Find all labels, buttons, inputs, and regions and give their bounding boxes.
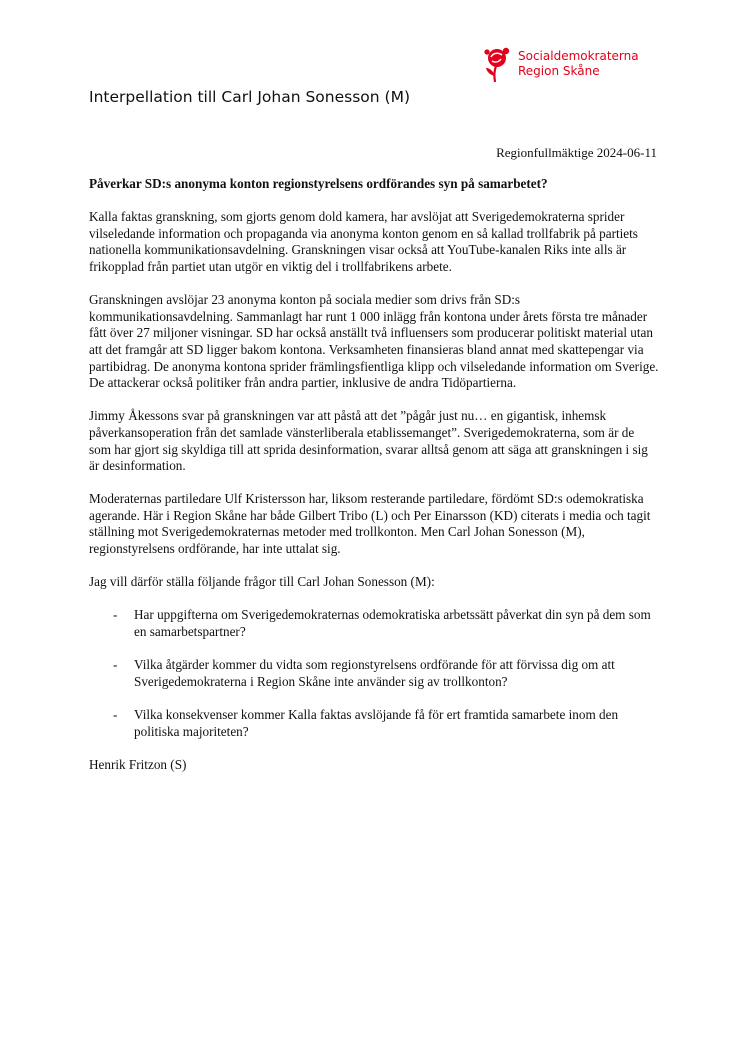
question-text: Har uppgifterna om Sverigedemokraternas odemokratiska arbetssätt påverkat din syn på dem som en samarbetspartner? — [134, 607, 651, 640]
document-body — [89, 176, 659, 790]
question-text: Vilka åtgärder kommer du vidta som regionstyrelsens ordförande för att förvissa dig om att Sverigedemokraterna i Region Skåne inte använder sig av trollkonton? — [134, 657, 615, 689]
signature: Henrik Fritzon (S) — [89, 756, 187, 772]
meeting-date: Regionfullmäktige 2024-06-11 — [496, 145, 657, 160]
question-heading: Påverkar SD:s anonyma konton regionstyrelsens ordförandes syn på samarbetet? — [89, 176, 548, 191]
question-list — [89, 607, 659, 740]
logo-text — [518, 49, 639, 79]
paragraph: Granskningen avslöjar 23 anonyma konton på sociala medier som drivs från SD:s kommunikationsavdelning. Sammanlagt har runt 1 000 inlägg från kontona under årets första tre månader fått över 27 miljoner visningar. SD har också anställt två influensers som producerar politiskt material utan att det framgår att SD ligger bakom kontona. Verksamheten finansieras bland annat med skattepengar via partibidrag. De anonyma kontona sprider främlingsfientliga klipp och vilseledande information om Sverige. De attackerar också politiker från andra partier, inklusive de andra Tidöpartierna. — [89, 292, 659, 391]
paragraph: Moderaternas partiledare Ulf Kristersson har, liksom resterande partiledare, fördömt SD:s odemokratiska agerande. Här i Region Skåne har både Gilbert Tribo (L) och Per Einarsson (KD) citerats i media och tagit ställning mot Sverigedemokraternas metoder med trollkonton. Men Carl Johan Sonesson (M), regionstyrelsens ordförande, har inte uttalat sig. — [89, 491, 651, 557]
bullet-dash: - — [113, 607, 118, 623]
paragraph: Kalla faktas granskning, som gjorts genom dold kamera, har avslöjat att Sverigedemokraterna sprider vilseledande information och propaganda via anonyma konton genom en så kallad trollfabrik på partiets nationella kommunikationsavdelning. Granskningen visar också att YouTube-kanalen Riks inte alls är frikopplad från partiet utan utgör en viktig del i trollfabrikens arbete. — [89, 209, 638, 274]
bullet-dash: - — [113, 707, 118, 722]
paragraph: Jimmy Åkessons svar på granskningen var att påstå att det ”pågår just nu… en gigantisk, inhemsk påverkansoperation från det samlade vänsterliberala etablissemanget”. Sverigedemokraterna, som är de som har gjort sig skyldiga till att sprida desinformation, svarar alltså genom att säga att granskningen i sig är desinformation. — [89, 408, 648, 474]
question-item — [89, 707, 659, 740]
bullet-dash: - — [113, 657, 118, 673]
question-item — [89, 607, 659, 640]
party-logo — [478, 46, 658, 86]
document-title: Interpellation till Carl Johan Sonesson (M) — [89, 88, 410, 106]
rose-icon — [478, 46, 516, 84]
logo-line-2: Region Skåne — [518, 64, 600, 78]
paragraph: Jag vill därför ställa följande frågor till Carl Johan Sonesson (M): — [89, 574, 435, 590]
question-item — [89, 657, 659, 690]
question-text: Vilka konsekvenser kommer Kalla faktas avslöjande få för ert framtida samarbete inom den politiska majoriteten? — [134, 707, 619, 739]
logo-line-1: Socialdemokraterna — [518, 49, 639, 63]
